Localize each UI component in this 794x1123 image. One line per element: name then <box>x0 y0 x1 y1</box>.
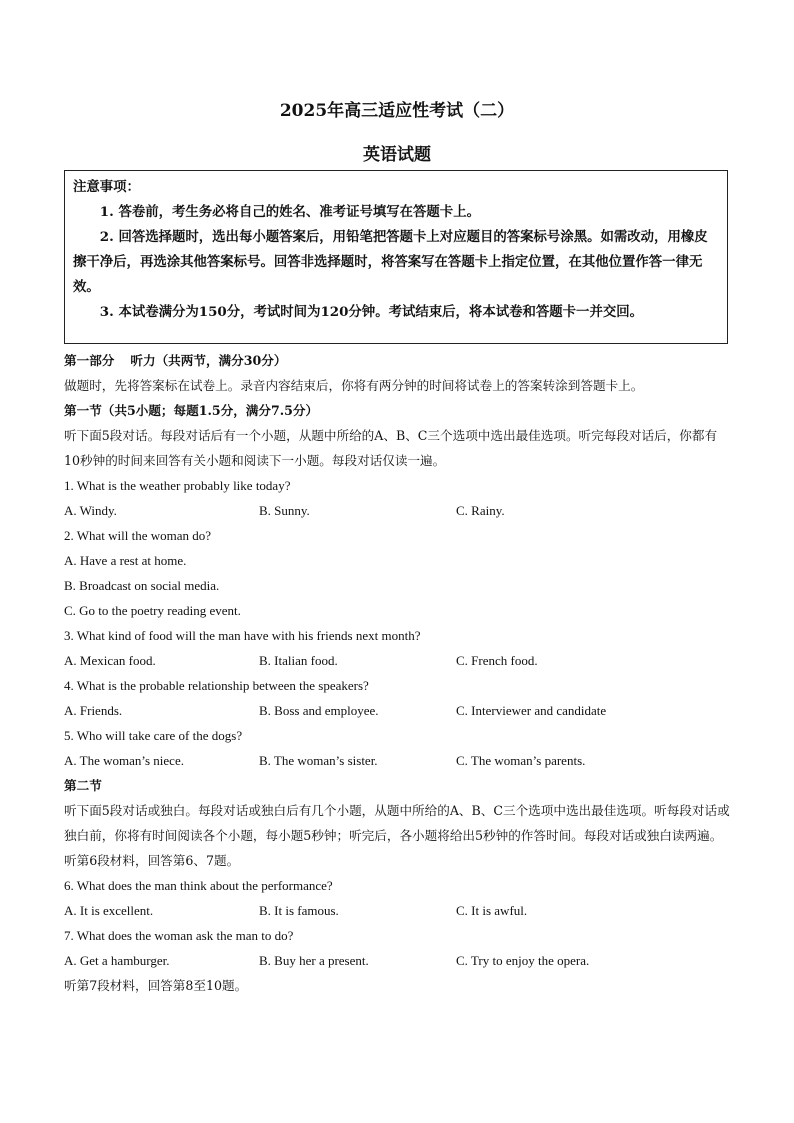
material-7-note: 听第7段材料，回答第8至10题。 <box>64 978 248 993</box>
option-5b: B. The woman’s sister. <box>259 753 378 768</box>
option-2b: B. Broadcast on social media. <box>64 578 220 593</box>
question-2: 2. What will the woman do? <box>64 528 212 543</box>
part1-instruction: 做题时，先将答案标在试卷上。录音内容结束后，你将有两分钟的时间将试卷上的答案转涂到答题卡上。 <box>64 378 644 393</box>
option-3b: B. Italian food. <box>259 653 338 668</box>
question-5: 5. Who will take care of the dogs? <box>64 728 243 743</box>
option-6b: B. It is famous. <box>259 903 339 918</box>
question-7: 7. What does the woman ask the man to do? <box>64 928 294 943</box>
option-3a: A. Mexican food. <box>64 653 156 668</box>
material-6-note: 听第6段材料，回答第6、7题。 <box>64 853 240 868</box>
question-4: 4. What is the probable relationship between the speakers? <box>64 678 369 693</box>
option-4c: C. Interviewer and candidate <box>456 703 607 718</box>
option-7a: A. Get a hamburger. <box>64 953 170 968</box>
options-5 <box>64 748 730 773</box>
exam-title: 2025年高三适应性考试（二） <box>279 101 515 121</box>
options-7 <box>64 948 730 973</box>
part1-name: 听力（共两节，满分30分） <box>130 353 287 368</box>
question-1: 1. What is the weather probably like today? <box>64 478 291 493</box>
option-3c: C. French food. <box>456 653 538 668</box>
options-6 <box>64 898 730 923</box>
option-5a: A. The woman’s niece. <box>64 753 184 768</box>
notice-item-1: 1. 答卷前，考生务必将自己的姓名、准考证号填写在答题卡上。 <box>99 204 480 220</box>
notice-heading: 注意事项： <box>73 179 140 195</box>
options-1 <box>64 498 730 523</box>
option-4b: B. Boss and employee. <box>259 703 379 718</box>
option-1a: A. Windy. <box>64 503 117 518</box>
exam-subject: 英语试题 <box>363 145 431 165</box>
option-6a: A. It is excellent. <box>64 903 154 918</box>
options-4 <box>64 698 730 723</box>
option-7c: C. Try to enjoy the opera. <box>456 953 590 968</box>
section2-heading: 第二节 <box>64 778 102 793</box>
notice-item-2: 2. 回答选择题时，选出每小题答案后，用铅笔把答题卡上对应题目的答案标号涂黑。如需改动，用橡皮擦干净后，再选涂其他答案标号。回答非选择题时，将答案写在答题卡上指定位置，在其他位置作答一律无效。 <box>73 229 708 295</box>
section1-instruction: 听下面5段对话。每段对话后有一个小题，从题中所给的A、B、C三个选项中选出最佳选项。听完每段对话后，你都有10秒钟的时间来回答有关小题和阅读下一小题。每段对话仅读一遍。 <box>64 428 718 468</box>
option-1c: C. Rainy. <box>456 503 505 518</box>
question-6: 6. What does the man think about the performance? <box>64 878 333 893</box>
option-7b: B. Buy her a present. <box>259 953 369 968</box>
section2-instruction: 听下面5段对话或独白。每段对话或独白后有几个小题，从题中所给的A、B、C三个选项中选出最佳选项。听每段对话或独白前，你将有时间阅读各个小题，每小题5秒钟；听完后，各小题将给出5秒钟的作答时间。每段对话或独白读两遍。 <box>64 803 730 843</box>
part1-heading <box>64 348 730 373</box>
question-3: 3. What kind of food will the man have with his friends next month? <box>64 628 421 643</box>
section1-heading: 第一节（共5小题；每题1.5分，满分7.5分） <box>64 403 319 418</box>
exam-body <box>64 348 730 998</box>
options-3 <box>64 648 730 673</box>
option-2a: A. Have a rest at home. <box>64 553 187 568</box>
notice-item-3: 3. 本试卷满分为150分，考试时间为120分钟。考试结束后，将本试卷和答题卡一并交回。 <box>99 304 644 320</box>
option-4a: A. Friends. <box>64 703 123 718</box>
part1-label: 第一部分 <box>64 353 115 368</box>
option-2c: C. Go to the poetry reading event. <box>64 603 241 618</box>
notice-box <box>64 170 728 344</box>
option-1b: B. Sunny. <box>259 503 310 518</box>
option-5c: C. The woman’s parents. <box>456 753 586 768</box>
option-6c: C. It is awful. <box>456 903 528 918</box>
